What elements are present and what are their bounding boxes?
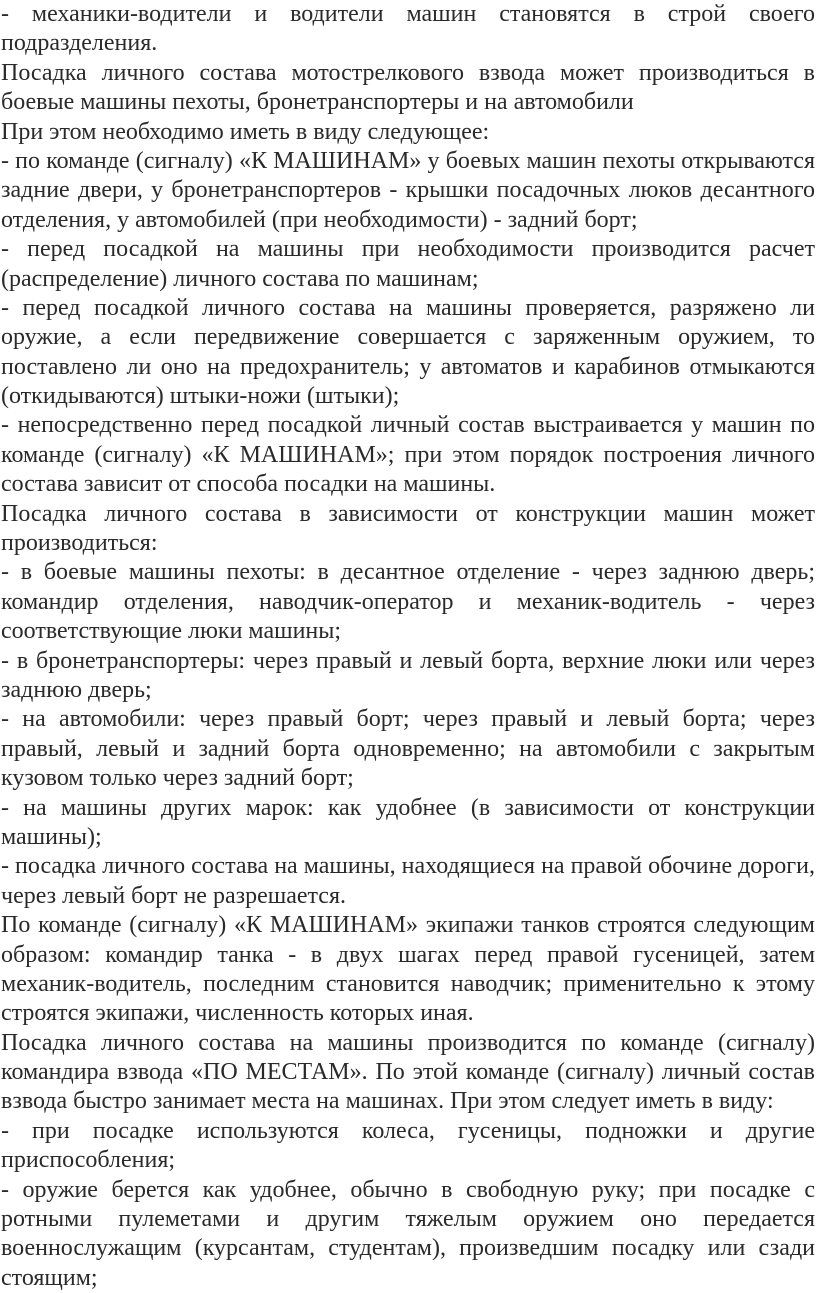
text-line: поставлено ли оно на предохранитель; у автоматов и карабинов отмыкаются — [1, 353, 815, 380]
text-line: - в боевые машины пехоты: в десантное отделение - через заднюю дверь; — [1, 559, 815, 586]
text-line: задние двери, у бронетранспортеров - крышки посадочных люков десантного — [1, 177, 815, 204]
text-line: - в бронетранспортеры: через правый и левый борта, верхние люки или через — [1, 647, 815, 674]
text-line: командира взвода «ПО МЕСТАМ». По этой команде (сигналу) личный состав — [1, 1059, 815, 1086]
text-line: - перед посадкой личного состава на машины проверяется, разряжено ли — [1, 294, 815, 321]
text-line: строятся экипажи, численность которых иная. — [1, 1000, 474, 1027]
text-line: - на автомобили: через правый борт; через правый и левый борта; через — [1, 706, 815, 733]
text-line: (откидываются) штыки-ножи (штыки); — [1, 383, 400, 410]
text-line: - посадка личного состава на машины, находящиеся на правой обочине дороги, — [1, 853, 815, 880]
text-line: образом: командир танка - в двух шагах перед правой гусеницей, затем — [1, 941, 815, 968]
text-line: правый, левый и задний борта одновременно; на автомобили с закрытым — [1, 735, 815, 762]
text-line: Посадка личного состава на машины производится по команде (сигналу) — [1, 1029, 815, 1056]
text-line: (распределение) личного состава по машинам; — [1, 265, 479, 292]
text-line: через левый борт не разрешается. — [1, 882, 346, 909]
text-line: приспособления; — [1, 1147, 176, 1174]
text-line: - при посадке используются колеса, гусеницы, подножки и другие — [1, 1117, 815, 1144]
text-line: Посадка личного состава мотострелкового взвода может производиться в — [1, 59, 815, 86]
text-line: машины); — [1, 823, 102, 850]
text-line: стоящим; — [1, 1264, 98, 1291]
text-line: производиться: — [1, 530, 158, 557]
text-line: оружие, а если передвижение совершается с заряженным оружием, то — [1, 324, 815, 351]
text-line: военнослужащим (курсантам, студентам), произведшим посадку или сзади — [1, 1235, 815, 1262]
text-line: При этом необходимо иметь в виду следующее: — [1, 118, 490, 145]
text-line: командир отделения, наводчик-оператор и механик-водитель - через — [1, 588, 815, 615]
text-line: заднюю дверь; — [1, 676, 152, 703]
text-line: взвода быстро занимает места на машинах. При этом следует иметь в виду: — [1, 1088, 774, 1115]
text-line: - перед посадкой на машины при необходимости производится расчет — [1, 236, 815, 263]
text-line: боевые машины пехоты, бронетранспортеры и на автомобили — [1, 89, 634, 116]
text-line: Посадка личного состава в зависимости от конструкции машин может — [1, 500, 815, 527]
text-line: состава зависит от способа посадки на машины. — [1, 471, 496, 498]
text-line: - механики-водители и водители машин становятся в строй своего — [1, 1, 815, 27]
text-line: - по команде (сигналу) «К МАШИНАМ» у боевых машин пехоты открываются — [1, 147, 815, 174]
text-line: отделения, у автомобилей (при необходимости) - задний борт; — [1, 206, 638, 233]
text-line: - на машины других марок: как удобнее (в зависимости от конструкции — [1, 794, 815, 821]
text-line: подразделения. — [1, 30, 158, 57]
text-line: ротными пулеметами и другим тяжелым оружием оно передается — [1, 1206, 815, 1233]
text-line: кузовом только через задний борт; — [1, 765, 354, 792]
text-line: команде (сигналу) «К МАШИНАМ»; при этом порядок построения личного — [1, 441, 815, 468]
text-line: механик-водитель, последним становится наводчик; применительно к этому — [1, 970, 815, 997]
text-line: - оружие берется как удобнее, обычно в свободную руку; при посадке с — [1, 1176, 815, 1203]
text-line: - непосредственно перед посадкой личный состав выстраивается у машин по — [1, 412, 815, 439]
text-line: соответствующие люки машины; — [1, 618, 342, 645]
text-line: По команде (сигналу) «К МАШИНАМ» экипажи танков строятся следующим — [1, 912, 815, 939]
document-body — [1, 0, 815, 1293]
